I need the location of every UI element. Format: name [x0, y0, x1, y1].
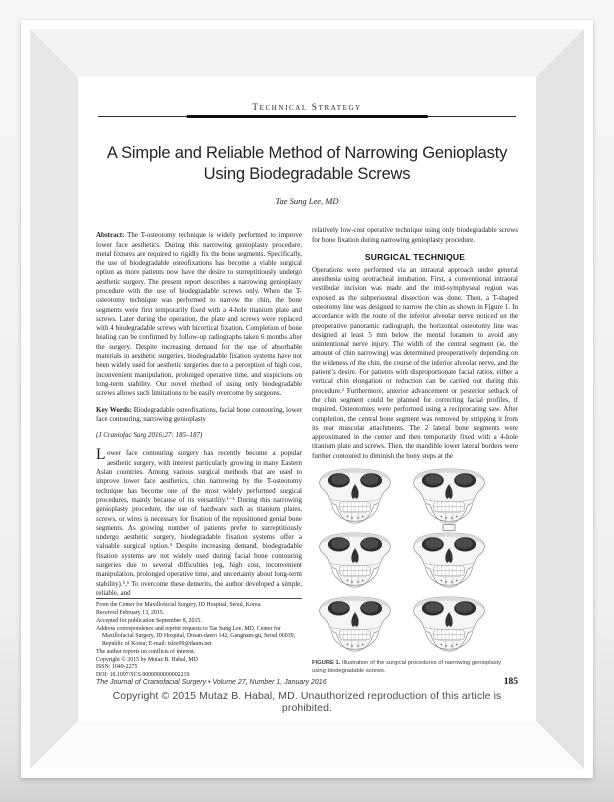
header-rule-thick [187, 115, 428, 118]
picture-frame [21, 20, 593, 778]
frame-bevel [30, 29, 584, 769]
keywords-paragraph [96, 406, 302, 425]
footnotes [96, 602, 302, 680]
skull-illustration-5 [312, 596, 398, 654]
keywords-text: Biodegradable osteofixations, facial bone contouring, lower face contouring, narrowing genioplasty [96, 405, 302, 423]
removed-bone-segment [443, 524, 456, 531]
footnote-block [96, 598, 302, 682]
article-title-line-2: Using Biodegradable Screws [203, 165, 411, 184]
surgical-technique-heading: SURGICAL TECHNIQUE [364, 251, 466, 262]
left-column [96, 226, 302, 679]
figure-grid [312, 468, 518, 654]
figure-caption [312, 659, 508, 675]
figure-caption-text: Illustration of the surgical procedures of narrowing genioplasty using biodegradable screws. [312, 660, 502, 675]
footnote-accepted: Accepted for publication September 8, 2015. [96, 617, 202, 624]
abstract-label: Abstract: [96, 231, 125, 240]
footnote-conflicts: The author reports no conflicts of interest. [96, 648, 196, 655]
intro-continuation-paragraph: relatively low-cost operative technique using only biodegradable screws for bone fixation during narrowing genioplasty procedure. [312, 226, 518, 244]
footnote-issn: ISSN: 1049-2275 [96, 664, 138, 671]
article-title-line-1: A Simple and Reliable Method of Narrowing Genioplasty [106, 144, 508, 162]
footnote-doi: DOI: 10.1097/SCS.0000000000002219 [96, 672, 190, 679]
footnote-correspondence: Address correspondence and reprint requests to Tae Sung Lee, MD, Center for Maxillofacial Surgery, ID Hospital, Dosan-daero 142, Gangnam-gu, Seoul 06039, Republic of Korea; E-mail: tslee99@daum.net [96, 625, 296, 648]
skull-illustration-1 [312, 468, 398, 526]
footnote-copyright: Copyright © 2015 by Mutaz B. Habal, MD [96, 656, 198, 663]
author-byline: Tae Sung Lee, MD [275, 196, 339, 207]
section-kicker: Technical Strategy [252, 103, 362, 113]
citation-line: (J Craniofac Surg 2016;27: 185–187) [96, 431, 203, 440]
journal-issue-line: The Journal of Craniofacial Surgery • Volume 27, Number 1, January 2016 [96, 679, 327, 687]
skull-illustration-6 [406, 596, 492, 654]
page-number: 185 [503, 677, 518, 688]
intro-paragraph [96, 446, 302, 598]
technique-paragraph: Operations were performed via an intraoral approach under general anesthesia using orotracheal intubation. First, a conventional intraoral vestibular incision was made and the mid-symphyseal region was exposed as the subperiosteal dissection was done. Then, a T-shaped osteotomy line was designed to narrow the chin as shown in Figure 1. In accordance with the route of the inferior alveolar nerve noticed on the preoperative panoramic radiograph, the horizontal osteotomy line was designed at least 5 mm below the mental foramen to avoid any unintentional nerve injury. The width of the central segment (ie, the amount of chin narrowing) was determined preoperatively depending on the wideness of the chin, the course of the inferior alveolar nerve, and the patient’s desire. For patients with disproportionate facial ratios, either a vertical chin elongation or reduction can be carried out during this procedure.² Furthermore, anterior advancement or posterior setback of the chin segment could be planned for correcting facial profiles, if required. Osteotomies were performed using a reciprocating saw. After completion, the central bone segment was removed by stripping it from its rear muscular attachments. The 2 lateral bone segments were approximated in the center and then temporarily fixed with a 4-hole titanium plate and screws. Then, the mandible lower lateral borders were further contoured to diminish the bony steps at the [312, 265, 518, 460]
skull-illustration-3 [312, 532, 398, 590]
right-column [312, 226, 518, 675]
journal-page [78, 77, 536, 721]
keywords-label: Key Words: [96, 405, 132, 414]
skull-illustration-2 [406, 468, 492, 526]
article-title [96, 143, 518, 185]
two-column-body [96, 226, 518, 679]
copyright-watermark: Copyright © 2015 Mutaz B. Habal, MD. Unauthorized reproduction of this article is prohibited. [112, 690, 502, 715]
footnote-received: Received February 13, 2015. [96, 609, 165, 616]
skull-illustration-4 [406, 532, 492, 590]
footnote-rule [96, 598, 302, 599]
page-footer [96, 677, 518, 687]
intro-text: ower face contouring surgery has recently become a popular aesthetic surgery, with interest particularly growing in many Eastern Asian countries. Among various surgical methods that are used to improve lower face aesthetics, chin narrowing by the T-osteotomy technique has become one of the most widely performed surgical procedures, mainly because of its versatility.¹⁻³ During this narrowing genioplasty procedure, the use of hardware such as titanium plates, screws, or wires is necessary for fixation of the repositioned genial bone segments. As growing number of patients prefer to surreptitiously undergo aesthetic surgery, biodegradable fixation systems offer a valuable surgical option.⁴ Despite increasing demand, biodegradable fixation systems are not widely used during facial bone contouring surgeries due to several difficulties (eg, high cost, inconvenient manipulation, prolonged operative time, and uncertainty about long-term stability).⁵,⁶ To overcome these demerits, the author developed a simple, reliable, and [96, 449, 302, 597]
figure-1 [312, 468, 518, 675]
header-rule [96, 115, 518, 119]
figure-caption-label: FIGURE 1. [312, 660, 341, 667]
footnote-affiliation: From the Center for Maxillofacial Surgery, ID Hospital, Seoul, Korea. [96, 602, 262, 609]
abstract-text: The T-osteotomy technique is widely performed to improve lower face aesthetics. During this narrowing genioplasty procedure, metal fixtures are required to rigidly fix the bone segments. Specifically, the use of biodegradable osteofixations has become a viable surgical option as more patients now have the desire to surreptitiously undergo aesthetic surgery. The present report describes a narrowing genioplasty procedure with the use of biodegradable screws only. When the T-osteotomy technique was performed to narrow the chin, the bone segments were first temporarily fixed with a 4-hole titanium plate and screws. Later during the operation, the plate and screws were replaced with 4 biodegradable screws with bicortical fixation. Completion of bone healing can be confirmed by follow-up radiographs taken 6 months after the surgery. Despite increasing demand for the use of absorbable materials in aesthetic surgeries, biodegradable fixation systems have not been widely used for aesthetic surgeries due to a perception of high cost, inconvenient manipulation, prolonged operative time, and suspicions on long-term stability. Our novel method of using only biodegradable screws allows such limitations to be easily overcome by surgeons. [96, 231, 302, 398]
intro-dropcap: L [96, 446, 106, 464]
abstract-paragraph [96, 231, 302, 398]
